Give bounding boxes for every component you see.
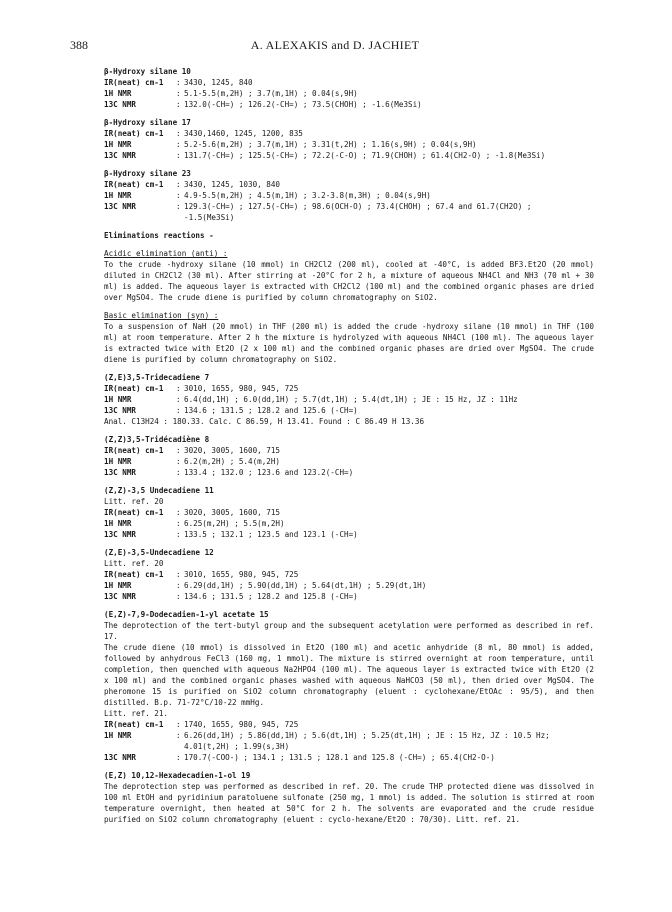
ir-label: IR(neat) cm-1 [104,720,164,729]
section-heading: Eliminations reactions - [104,231,214,240]
h-nmr-label: 1H NMR [104,731,132,740]
basic-heading: Basic elimination (syn) : [104,311,219,320]
diene-8 [104,434,594,478]
h-nmr-value: 4.9-5.5(m,2H) ; 4.5(m,1H) ; 3.2-3.8(m,3H) ; 0.04(s,9H) [184,191,431,200]
compound-title: (E,Z)-7,9-Dodecadien-1-yl acetate 15 [104,610,269,619]
ir-row: IR(neat) cm-1 : 1740, 1655, 980, 945, 725 [104,719,594,730]
ir-value: 3430,1460, 1245, 1200, 835 [184,129,303,138]
c-nmr-label: 13C NMR [104,468,137,477]
c-nmr-value: 133.4 ; 132.0 ; 123.6 and 123.2(-CH=) [184,468,354,477]
ir-value: 3010, 1655, 980, 945, 725 [184,570,299,579]
h-nmr-row: 1H NMR : 6.29(dd,1H) ; 5.90(dd,1H) ; 5.64(dt,1H) ; 5.29(dt,1H) [104,580,594,591]
diene-12 [104,547,594,602]
ir-row: IR(neat) cm-1 : 3430,1460, 1245, 1200, 835 [104,128,594,139]
ir-row: IR(neat) cm-1 : 3430, 1245, 1030, 840 [104,179,594,190]
acetate-15 [104,609,594,763]
h-nmr-row: 1H NMR : 6.26(dd,1H) ; 5.86(dd,1H) ; 5.6(dt,1H) ; 5.25(dt,1H) ; JE : 15 Hz, JZ : 10.5 Hz; [104,730,594,741]
acetate-procedure: The crude diene (10 mmol) is dissolved in Et2O (100 ml) and acetic anhydride (8 ml, 80 mmol) is added, followed by anhydrous FeCl3 (160 mg, 1 mmol). The mixture is stirred overnight at room temperature, until completion, then quenched with aqueous Na2HPO4 (100 ml). The aqueous layer is extracted twice with Et2O (2 x 100 ml) and the combined organic phases washed with aqueous NaHCO3 (50 ml), then dried over MgSO4. The pheromone 15 is purified on SiO2 column chromatography (eluent : cyclohexane/EtOAc : 95/5), and then distilled. B.p. 71-72°C/10-22 mmHg. [104,643,594,707]
diene-7 [104,372,594,427]
c-nmr-continuation: -1.5(Me3Si) [184,213,235,222]
h-nmr-row: 1H NMR : 5.1-5.5(m,2H) ; 3.7(m,1H) ; 0.04(s,9H) [104,88,594,99]
h-nmr-value: 6.25(m,2H) ; 5.5(m,2H) [184,519,285,528]
ir-value: 3430, 1245, 840 [184,78,253,87]
ir-value: 3430, 1245, 1030, 840 [184,180,281,189]
compound-title: (Z,Z)-3,5 Undecadiene 11 [104,486,214,495]
h-nmr-label: 1H NMR [104,140,132,149]
ir-value: 3020, 3005, 1600, 715 [184,508,281,517]
c-nmr-row: 13C NMR : 133.5 ; 132.1 ; 123.5 and 123.1 (-CH=) [104,529,594,540]
c-nmr-value: 133.5 ; 132.1 ; 123.5 and 123.1 (-CH=) [184,530,358,539]
compound-10 [104,66,594,110]
elemental-analysis: Anal. C13H24 : 180.33. Calc. C 86.59, H 13.41. Found : C 86.49 H 13.36 [104,417,425,426]
ir-value: 1740, 1655, 980, 945, 725 [184,720,299,729]
compound-title: β-Hydroxy silane 10 [104,67,191,76]
compound-title: (Z,Z)3,5-Tridécadiène 8 [104,435,210,444]
ir-label: IR(neat) cm-1 [104,180,164,189]
c-nmr-label: 13C NMR [104,753,137,762]
c-nmr-value: 170.7(-COO-) ; 134.1 ; 131.5 ; 128.1 and 125.8 (-CH=) ; 65.4(CH2-O-) [184,753,495,762]
c-nmr-row: 13C NMR : 129.3(-CH=) ; 127.5(-CH=) ; 98.6(OCH-O) ; 73.4(CHOH) ; 67.4 and 61.7(CH2O) ; [104,201,594,212]
h-nmr-value: 6.2(m,2H) ; 5.4(m,2H) [184,457,281,466]
hexadecadienol-procedure: The deprotection step was performed as described in ref. 20. The crude THP protected diene was dissolved in 100 ml EtOH and pyridinium paratoluene sulfonate (250 mg, 1 mmol) is added. The solution is stirred at room temperature overnight, then heated at 50°C for 2 h. The solvents are evaporated and the crude residue purified on SiO2 column chromatography (eluent : cyclo-hexane/Et2O : 70/30). Litt. ref. 21. [104,782,594,824]
ir-label: IR(neat) cm-1 [104,446,164,455]
ir-label: IR(neat) cm-1 [104,508,164,517]
acidic-text: To the crude -hydroxy silane (10 mmol) in CH2Cl2 (200 ml), cooled at -40°C, is added BF3.Et2O (20 mmol) diluted in CH2Cl2 (30 ml). After stirring at -20°C for 2 h, a mixture of aqueous NH4Cl and NH3 (70 ml + 30 ml) is added. The aqueous layer is extracted with CH2Cl2 (100 ml) and the combined organic phases are dried over MgSO4. The crude diene is purified by column chromatography on SiO2. [104,260,594,302]
h-nmr-continuation: 4.01(t,2H) ; 1.99(s,3H) [184,742,290,751]
h-nmr-value: 5.1-5.5(m,2H) ; 3.7(m,1H) ; 0.04(s,9H) [184,89,358,98]
h-nmr-value: 5.2-5.6(m,2H) ; 3.7(m,1H) ; 3.31(t,2H) ; 1.16(s,9H) ; 0.04(s,9H) [184,140,477,149]
h-nmr-value: 6.4(dd,1H) ; 6.0(dd,1H) ; 5.7(dt,1H) ; 5.4(dt,1H) ; JE : 15 Hz, JZ : 11Hz [184,395,518,404]
basic-text: To a suspension of NaH (20 mmol) in THF (200 ml) is added the crude -hydroxy silane (10 mmol) in THF (100 ml) at room temperature. After 2 h the mixture is hydrolyzed with aqueous NH4Cl (100 ml). The aqueous layer is extracted twice with Et2O (2 x 100 ml) and the combined organic phases are dried over MgSO4. The crude diene is purified by column chromatography on SiO2. [104,322,594,364]
compound-title: (Z,E)-3,5-Undecadiene 12 [104,548,214,557]
c-nmr-row: 13C NMR : 132.0(-CH=) ; 126.2(-CH=) ; 73.5(CHOH) ; -1.6(Me3Si) [104,99,594,110]
h-nmr-label: 1H NMR [104,191,132,200]
literature-ref: Litt. ref. 21. [104,709,169,718]
c-nmr-label: 13C NMR [104,592,137,601]
c-nmr-value: 129.3(-CH=) ; 127.5(-CH=) ; 98.6(OCH-O) ; 73.4(CHOH) ; 67.4 and 61.7(CH2O) ; [184,202,532,211]
c-nmr-label: 13C NMR [104,151,137,160]
c-nmr-label: 13C NMR [104,100,137,109]
c-nmr-value: 134.6 ; 131.5 ; 128.2 and 125.6 (-CH=) [184,406,358,415]
acidic-elimination [104,248,594,303]
ir-row: IR(neat) cm-1 : 3020, 3005, 1600, 715 [104,445,594,456]
compound-23 [104,168,594,223]
ir-value: 3010, 1655, 980, 945, 725 [184,384,299,393]
h-nmr-row: 1H NMR : 6.25(m,2H) ; 5.5(m,2H) [104,518,594,529]
literature-ref: Litt. ref. 20 [104,559,164,568]
page-header [70,38,600,54]
c-nmr-label: 13C NMR [104,406,137,415]
h-nmr-row: 1H NMR : 5.2-5.6(m,2H) ; 3.7(m,1H) ; 3.31(t,2H) ; 1.16(s,9H) ; 0.04(s,9H) [104,139,594,150]
c-nmr-row: 13C NMR : 134.6 ; 131.5 ; 128.2 and 125.8 (-CH=) [104,591,594,602]
c-nmr-label: 13C NMR [104,202,137,211]
compound-title: β-Hydroxy silane 23 [104,169,191,178]
h-nmr-value: 6.29(dd,1H) ; 5.90(dd,1H) ; 5.64(dt,1H) ; 5.29(dt,1H) [184,581,427,590]
page-number: 388 [70,38,88,52]
ir-row: IR(neat) cm-1 : 3010, 1655, 980, 945, 725 [104,569,594,580]
c-nmr-row: 13C NMR : 134.6 ; 131.5 ; 128.2 and 125.6 (-CH=) [104,405,594,416]
hexadecadienol-19 [104,770,594,825]
acidic-heading: Acidic elimination (anti) : [104,249,228,258]
diene-11 [104,485,594,540]
basic-elimination [104,310,594,365]
ir-label: IR(neat) cm-1 [104,384,164,393]
compound-title: (E,Z) 10,12-Hexadecadien-1-ol 19 [104,771,251,780]
compound-17 [104,117,594,161]
h-nmr-row: 1H NMR : 6.2(m,2H) ; 5.4(m,2H) [104,456,594,467]
h-nmr-label: 1H NMR [104,395,132,404]
h-nmr-label: 1H NMR [104,581,132,590]
h-nmr-row: 1H NMR : 4.9-5.5(m,2H) ; 4.5(m,1H) ; 3.2-3.8(m,3H) ; 0.04(s,9H) [104,190,594,201]
compound-title: β-Hydroxy silane 17 [104,118,191,127]
acetate-intro: The deprotection of the tert-butyl group and the subsequent acetylation were performed as described in ref. 17. [104,621,594,641]
c-nmr-row: 13C NMR : 131.7(-CH=) ; 125.5(-CH=) ; 72.2(-C-O) ; 71.9(CHOH) ; 61.4(CH2-O) ; -1.8(Me3Si) [104,150,594,161]
c-nmr-value: 134.6 ; 131.5 ; 128.2 and 125.8 (-CH=) [184,592,358,601]
ir-row: IR(neat) cm-1 : 3020, 3005, 1600, 715 [104,507,594,518]
h-nmr-label: 1H NMR [104,89,132,98]
compound-title: (Z,E)3,5-Tridecadiene 7 [104,373,210,382]
ir-row: IR(neat) cm-1 : 3430, 1245, 840 [104,77,594,88]
h-nmr-value: 6.26(dd,1H) ; 5.86(dd,1H) ; 5.6(dt,1H) ; 5.25(dt,1H) ; JE : 15 Hz, JZ : 10.5 Hz; [184,731,550,740]
h-nmr-label: 1H NMR [104,519,132,528]
ir-value: 3020, 3005, 1600, 715 [184,446,281,455]
running-head: A. ALEXAKIS and D. JACHIET [250,38,420,52]
ir-label: IR(neat) cm-1 [104,570,164,579]
literature-ref: Litt. ref. 20 [104,497,164,506]
c-nmr-value: 132.0(-CH=) ; 126.2(-CH=) ; 73.5(CHOH) ; -1.6(Me3Si) [184,100,422,109]
c-nmr-label: 13C NMR [104,530,137,539]
c-nmr-row: 13C NMR : 133.4 ; 132.0 ; 123.6 and 123.2(-CH=) [104,467,594,478]
h-nmr-label: 1H NMR [104,457,132,466]
c-nmr-value: 131.7(-CH=) ; 125.5(-CH=) ; 72.2(-C-O) ; 71.9(CHOH) ; 61.4(CH2-O) ; -1.8(Me3Si) [184,151,546,160]
ir-row: IR(neat) cm-1 : 3010, 1655, 980, 945, 725 [104,383,594,394]
h-nmr-row: 1H NMR : 6.4(dd,1H) ; 6.0(dd,1H) ; 5.7(dt,1H) ; 5.4(dt,1H) ; JE : 15 Hz, JZ : 11Hz [104,394,594,405]
ir-label: IR(neat) cm-1 [104,129,164,138]
c-nmr-row: 13C NMR : 170.7(-COO-) ; 134.1 ; 131.5 ; 128.1 and 125.8 (-CH=) ; 65.4(CH2-O-) [104,752,594,763]
ir-label: IR(neat) cm-1 [104,78,164,87]
article-body [104,66,594,832]
